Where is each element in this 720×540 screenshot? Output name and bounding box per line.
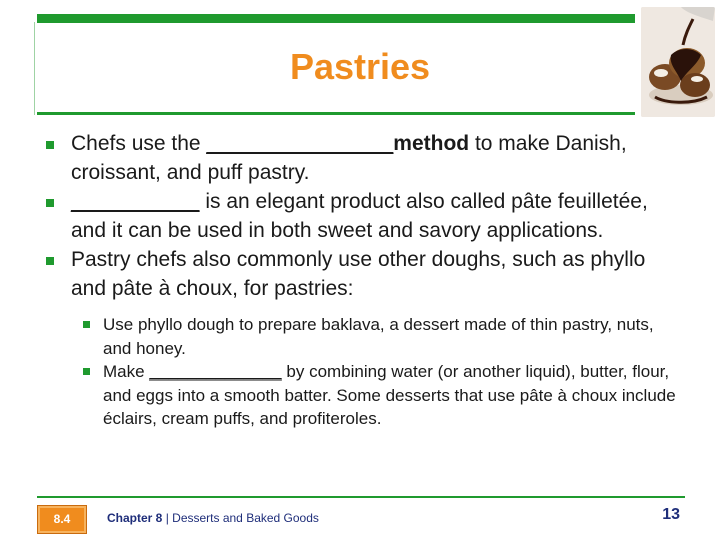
square-bullet-icon: [83, 368, 90, 375]
sub-bullet-text: Use phyllo dough to prepare baklava, a dessert made of thin pastry, nuts, and honey.: [103, 315, 654, 358]
section-tag: 8.4: [37, 505, 87, 534]
slide-number: 13: [662, 506, 680, 523]
bullet-text: [71, 190, 648, 242]
title-decoration: [34, 22, 51, 115]
text-segment: Chefs use the: [71, 132, 207, 155]
sub-bullet-list: [46, 313, 686, 431]
chapter-separator: |: [162, 511, 173, 525]
text-segment: is an elegant product also called pâte feuilletée, and it can be used in both sweet and savory applications.: [71, 190, 648, 242]
sub-bullet-text: [103, 362, 676, 428]
text-segment: by combining water (or another liquid), butter, flour, and eggs into a smooth batter. Some desserts that use pâte à choux include éclairs, cream puffs, and profiteroles.: [103, 362, 676, 428]
chapter-title: Desserts and Baked Goods: [172, 511, 319, 525]
fill-in-blank: ___________: [71, 190, 200, 213]
chapter-label: [107, 511, 319, 525]
profiteroles-photo: [641, 7, 715, 117]
bullet-item: [46, 188, 686, 245]
sub-bullet-item: [46, 313, 686, 360]
bullet-item: [46, 246, 686, 303]
fill-in-blank: ______________: [149, 362, 282, 381]
sub-bullet-item: [46, 360, 686, 431]
bold-term: method: [393, 132, 470, 155]
text-segment: to make Danish, croissant, and puff pastry.: [71, 132, 627, 184]
slide-title: Pastries: [289, 46, 431, 87]
fill-in-blank: ________________: [206, 132, 394, 155]
chapter-number: Chapter 8: [107, 511, 163, 525]
square-bullet-icon: [46, 141, 54, 149]
square-bullet-icon: [46, 199, 54, 207]
bullet-text: [71, 132, 627, 184]
square-bullet-icon: [83, 321, 90, 328]
footer-divider: [37, 496, 685, 498]
top-accent-bar: [37, 14, 635, 23]
text-segment: Make: [103, 362, 150, 381]
bullet-text: Pastry chefs also commonly use other doughs, such as phyllo and pâte à choux, for pastries:: [71, 248, 646, 300]
slide-body: [46, 130, 686, 431]
profiteroles-image: [641, 7, 715, 117]
title-underline: [37, 112, 635, 115]
bullet-item: [46, 130, 686, 187]
square-bullet-icon: [46, 257, 54, 265]
